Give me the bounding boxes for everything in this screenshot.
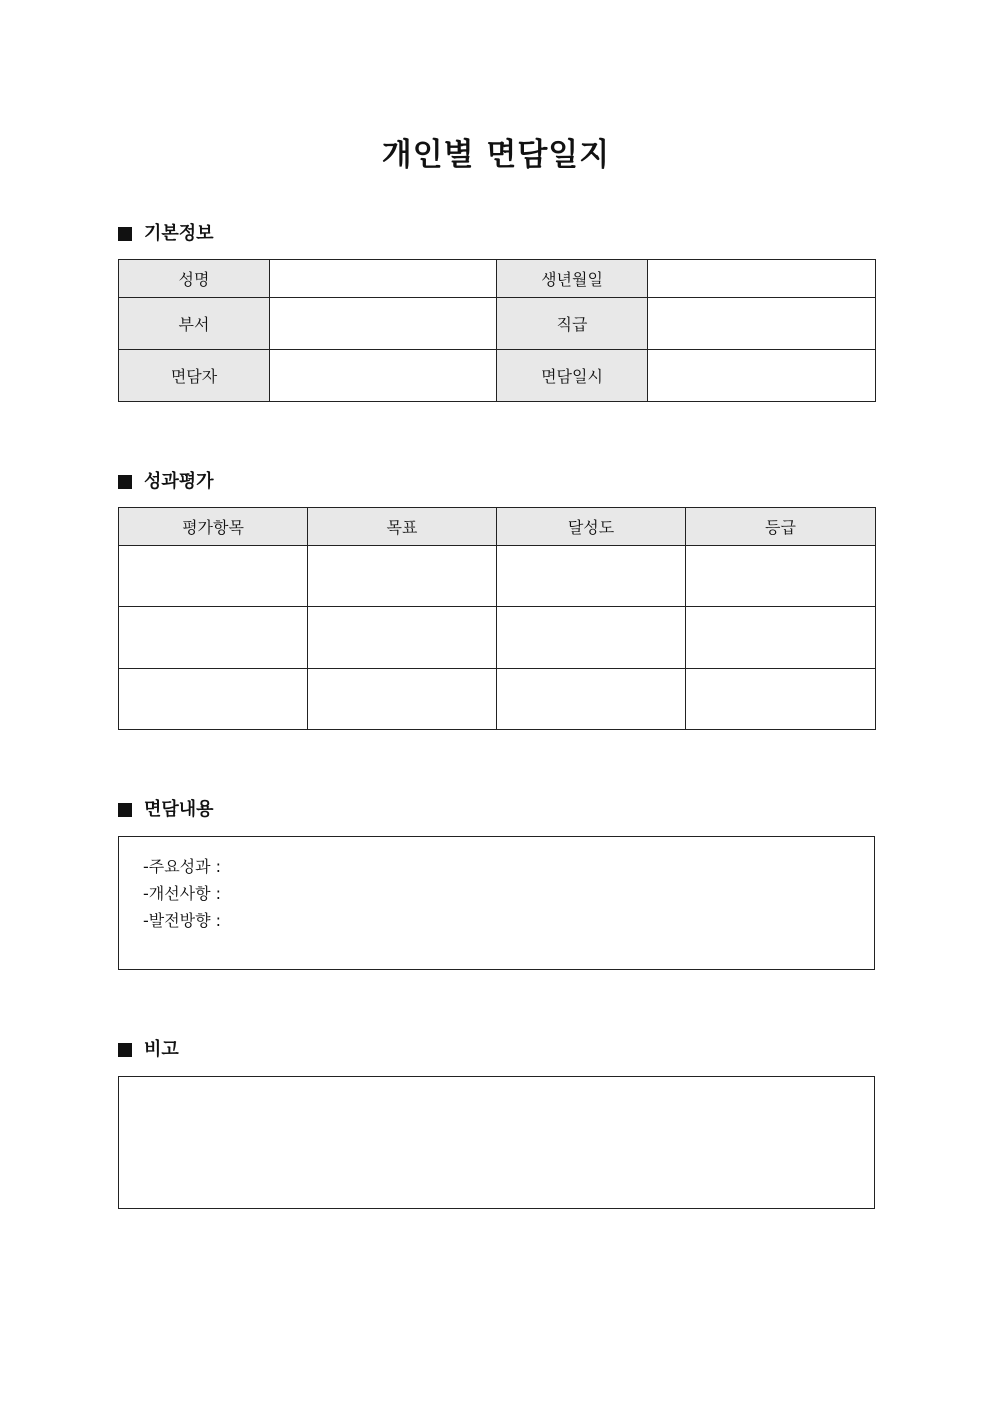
column-header-goal: 목표 [308, 508, 497, 546]
page-title: 개인별 면담일지 [381, 137, 611, 173]
table-row [119, 546, 876, 607]
birthdate-label: 생년월일 [497, 260, 648, 298]
table-cell[interactable] [686, 546, 876, 607]
interview-datetime-field[interactable] [648, 350, 876, 402]
column-header-evaluation-item: 평가항목 [119, 508, 308, 546]
square-bullet-icon [118, 227, 132, 241]
table-row [119, 298, 876, 350]
remarks-box[interactable] [118, 1076, 875, 1209]
section-heading-interview [118, 797, 214, 823]
table-cell[interactable] [686, 607, 876, 669]
section-heading-performance [118, 469, 214, 495]
table-cell[interactable] [119, 669, 308, 730]
improvements-line: -개선사항 : [143, 884, 222, 903]
table-cell[interactable] [308, 607, 497, 669]
table-cell[interactable] [119, 607, 308, 669]
section-heading-label: 면담내용 [144, 799, 214, 820]
interview-lines [143, 853, 221, 934]
square-bullet-icon [118, 475, 132, 489]
name-field[interactable] [270, 260, 497, 298]
name-label: 성명 [119, 260, 270, 298]
interview-datetime-label: 면담일시 [497, 350, 648, 402]
position-label: 직급 [497, 298, 648, 350]
department-label: 부서 [119, 298, 270, 350]
square-bullet-icon [118, 803, 132, 817]
basic-info-table [118, 259, 876, 402]
table-cell[interactable] [308, 546, 497, 607]
table-row [119, 260, 876, 298]
table-cell[interactable] [497, 669, 686, 730]
column-header-achievement: 달성도 [497, 508, 686, 546]
column-header-grade: 등급 [686, 508, 876, 546]
section-heading-label: 성과평가 [144, 471, 214, 492]
square-bullet-icon [118, 1043, 132, 1057]
birthdate-field[interactable] [648, 260, 876, 298]
table-cell[interactable] [686, 669, 876, 730]
department-field[interactable] [270, 298, 497, 350]
development-direction-line: -발전방향 : [143, 911, 222, 930]
performance-table [118, 507, 876, 730]
table-cell[interactable] [497, 546, 686, 607]
table-cell[interactable] [308, 669, 497, 730]
key-results-line: -주요성과 : [143, 857, 222, 876]
section-heading-remarks [118, 1037, 179, 1063]
interviewer-label: 면담자 [119, 350, 270, 402]
position-field[interactable] [648, 298, 876, 350]
interview-content-box[interactable] [118, 836, 875, 970]
table-cell[interactable] [119, 546, 308, 607]
interviewer-field[interactable] [270, 350, 497, 402]
table-cell[interactable] [497, 607, 686, 669]
section-heading-label: 기본정보 [144, 223, 214, 244]
section-heading-basic-info [118, 221, 214, 247]
table-row [119, 669, 876, 730]
table-row [119, 607, 876, 669]
table-header-row [119, 508, 876, 546]
table-row [119, 350, 876, 402]
section-heading-label: 비고 [144, 1039, 179, 1060]
